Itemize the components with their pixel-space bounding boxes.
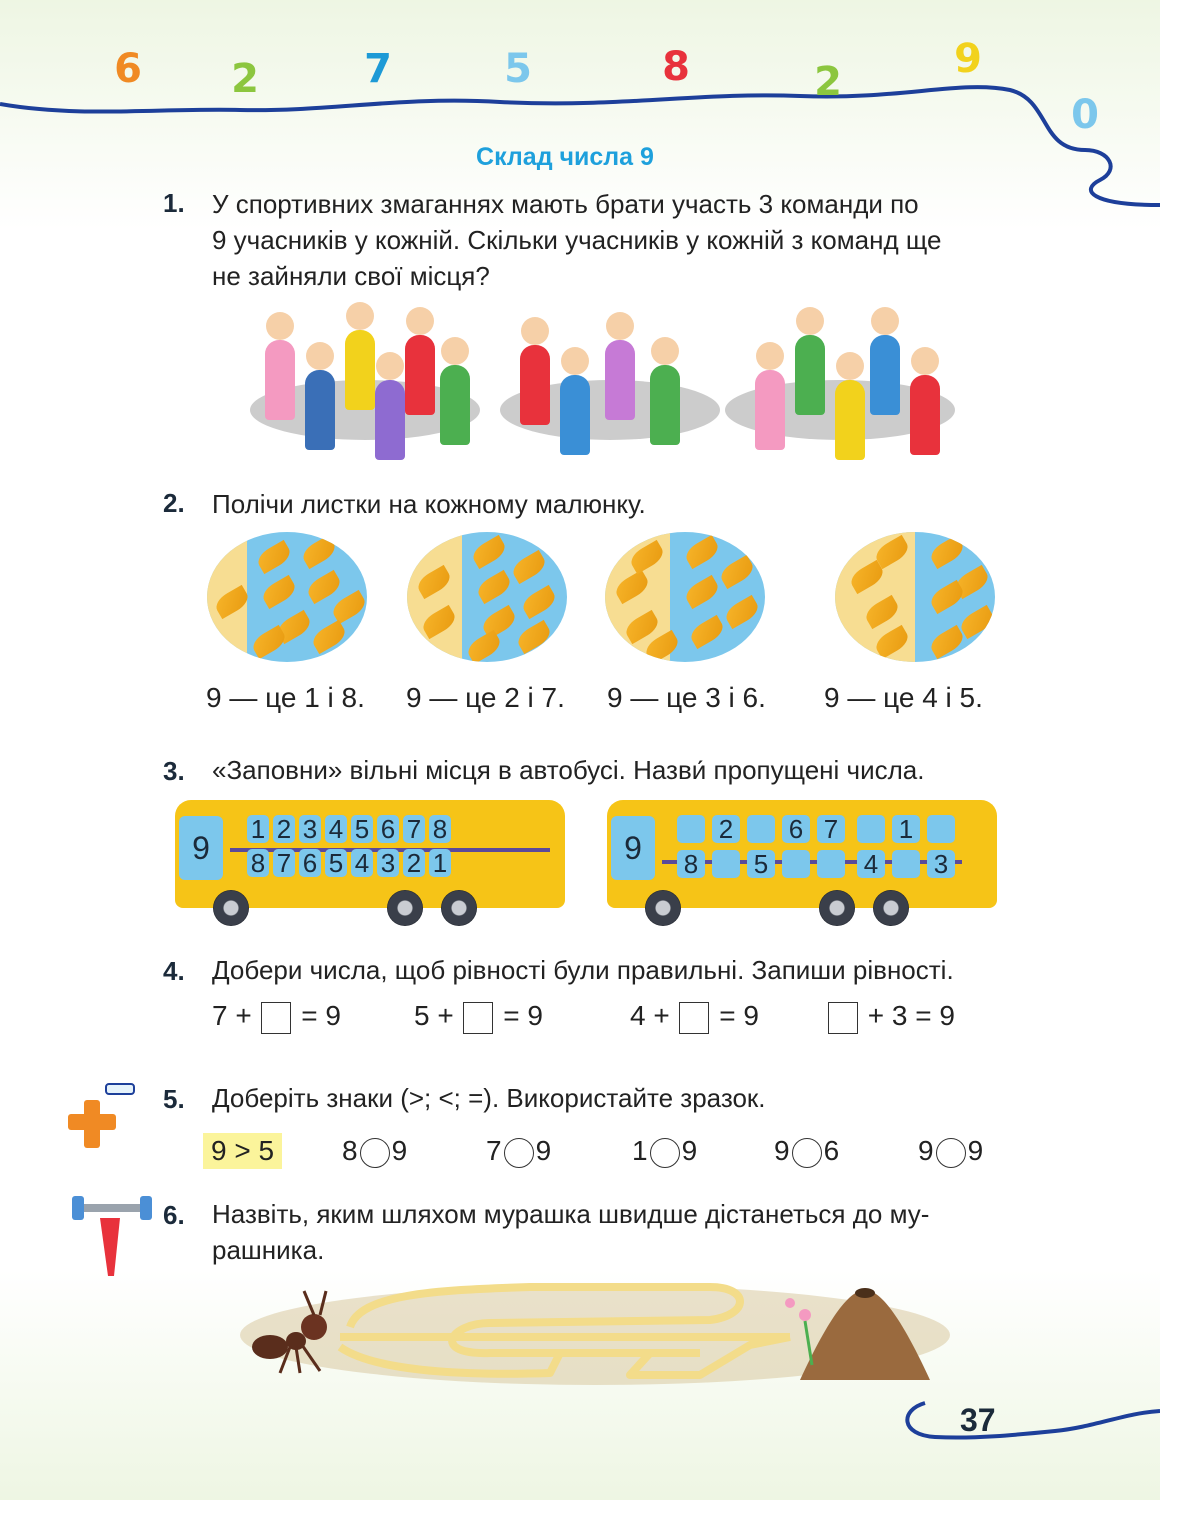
compare-right: 9 xyxy=(535,1135,552,1166)
leaf-icon xyxy=(519,585,558,619)
leaf-icon xyxy=(722,595,761,629)
bus-seat-top xyxy=(927,815,955,843)
bus-seat-bottom: 7 xyxy=(273,849,295,877)
bus-seat-top: 1 xyxy=(892,815,920,843)
sign-circle[interactable] xyxy=(504,1138,534,1168)
bus-seat-top: 1 xyxy=(247,815,269,843)
leaf-caption-3: 9 — це 3 і 6. xyxy=(607,682,766,713)
comparison-1 xyxy=(342,1135,407,1168)
compare-left: 9 xyxy=(918,1135,934,1166)
digit-character-0: 0 xyxy=(1071,92,1099,138)
plus-character-icon xyxy=(62,1078,142,1158)
digit-character-5: 5 xyxy=(504,46,532,92)
child xyxy=(605,340,635,420)
bus-seat-bottom: 2 xyxy=(403,849,425,877)
leaf-icon xyxy=(682,535,721,569)
task-4-number: 4. xyxy=(163,956,185,986)
digit-character-2b: 2 xyxy=(814,59,842,105)
equation-right: = 9 xyxy=(301,1000,341,1031)
bus-seat-top: 4 xyxy=(325,815,347,843)
task-6-line: Назвіть, яким шляхом мурашка швидше дістанеться до му- xyxy=(212,1199,930,1229)
leaf-icon xyxy=(464,630,503,662)
bus-seat-top xyxy=(857,815,885,843)
child xyxy=(650,365,680,445)
leaf-caption-2: 9 — це 2 і 7. xyxy=(406,682,565,713)
task-1-line: 9 учасників у кожній. Скільки учасників у кожній з команд ще xyxy=(212,225,942,255)
page-number: 37 xyxy=(960,1402,996,1438)
compare-right: 9 xyxy=(391,1135,408,1166)
child xyxy=(870,335,900,415)
child xyxy=(375,380,405,460)
equation-left: 5 + xyxy=(414,1000,454,1031)
bus-seat-bottom: 1 xyxy=(429,849,451,877)
task-3-number: 3. xyxy=(163,756,185,786)
equation-right: = 9 xyxy=(503,1000,543,1031)
task-1-text xyxy=(212,186,1032,294)
child xyxy=(520,345,550,425)
digit-character-9: 9 xyxy=(954,36,982,82)
answer-box[interactable] xyxy=(828,1002,858,1034)
task-6-text xyxy=(212,1196,1032,1268)
bus-seat-top xyxy=(747,815,775,843)
bus-seat-bottom xyxy=(712,850,740,878)
dumbbell-character-icon xyxy=(70,1190,155,1280)
leaf-caption-1: 9 — це 1 і 8. xyxy=(206,682,365,713)
page-number-decoration xyxy=(895,1395,1160,1465)
child xyxy=(910,375,940,455)
task-1-line: У спортивних змаганнях мають брати участь 3 команди по xyxy=(212,189,919,219)
bus-seat-bottom: 3 xyxy=(377,849,399,877)
child xyxy=(405,335,435,415)
bus-seat-top: 7 xyxy=(817,815,845,843)
compare-right: 9 xyxy=(967,1135,984,1166)
compare-left: 1 xyxy=(632,1135,648,1166)
bus-seat-bottom: 4 xyxy=(351,849,373,877)
bus-seat-top: 2 xyxy=(273,815,295,843)
task-6-line: рашника. xyxy=(212,1235,325,1265)
sign-circle[interactable] xyxy=(936,1138,966,1168)
page-margin-bottom xyxy=(0,1500,1190,1530)
bus-wheel xyxy=(645,890,681,926)
compare-left: 8 xyxy=(342,1135,358,1166)
bus-seat-top: 5 xyxy=(351,815,373,843)
child xyxy=(835,380,865,460)
sample-comparison: 9 > 5 xyxy=(203,1133,282,1169)
equation-4 xyxy=(826,1000,955,1034)
answer-box[interactable] xyxy=(261,1002,291,1034)
bus-seat-top: 6 xyxy=(782,815,810,843)
child xyxy=(265,340,295,420)
task-5-text: Доберіть знаки (>; <; =). Використайте зразок. xyxy=(212,1083,766,1113)
leaf-icon xyxy=(687,615,726,649)
child xyxy=(755,370,785,450)
bus-seat-bottom: 3 xyxy=(927,850,955,878)
task-1-number: 1. xyxy=(163,188,185,218)
equation-right: = 9 xyxy=(719,1000,759,1031)
bus-seat-bottom: 5 xyxy=(747,850,775,878)
comparison-4 xyxy=(774,1135,839,1168)
equation-left: 4 + xyxy=(630,1000,670,1031)
child xyxy=(440,365,470,445)
compare-right: 6 xyxy=(823,1135,840,1166)
task-5-number: 5. xyxy=(163,1084,185,1114)
task-2-number: 2. xyxy=(163,488,185,518)
child xyxy=(795,335,825,415)
bus-seat-bottom: 5 xyxy=(325,849,347,877)
leaf-icon xyxy=(509,550,548,584)
leaf-icon xyxy=(304,570,343,604)
leaf-picture-1 xyxy=(207,532,367,662)
equation-left: 7 + xyxy=(212,1000,252,1031)
bus-number-window: 9 xyxy=(611,816,655,880)
leaf-picture-2 xyxy=(407,532,567,662)
bus-seat-bottom: 6 xyxy=(299,849,321,877)
bus-seat-top: 8 xyxy=(429,815,451,843)
answer-box[interactable] xyxy=(463,1002,493,1034)
comparison-3 xyxy=(632,1135,697,1168)
leaf-icon xyxy=(717,555,756,589)
equation-1 xyxy=(212,1000,341,1034)
task-6-number: 6. xyxy=(163,1200,185,1230)
compare-left: 7 xyxy=(486,1135,502,1166)
bus-wheel xyxy=(213,890,249,926)
leaf-section-small xyxy=(407,532,462,662)
bus-wheel xyxy=(873,890,909,926)
leaf-caption-4: 9 — це 4 і 5. xyxy=(824,682,983,713)
leaf-icon xyxy=(682,575,721,609)
child xyxy=(560,375,590,455)
sign-circle[interactable] xyxy=(650,1138,680,1168)
bus-seat-top: 7 xyxy=(403,815,425,843)
bus-wheel xyxy=(441,890,477,926)
compare-left: 9 xyxy=(774,1135,790,1166)
bus-number-window: 9 xyxy=(179,816,223,880)
task-4-text: Добери числа, щоб рівності були правильні. Запиши рівності. xyxy=(212,955,954,985)
sign-circle[interactable] xyxy=(360,1138,390,1168)
task-3-text: «Заповни» вільні місця в автобусі. Назви́ пропущені числа. xyxy=(212,755,925,785)
child xyxy=(345,330,375,410)
equation-right: + 3 = 9 xyxy=(867,1000,955,1031)
digit-character-7: 7 xyxy=(364,46,392,92)
bus-wheel xyxy=(387,890,423,926)
bus-seat-bottom: 8 xyxy=(247,849,269,877)
equation-2 xyxy=(414,1000,543,1034)
bus-seat-bottom: 8 xyxy=(677,850,705,878)
bus-2 xyxy=(607,800,997,930)
sign-circle[interactable] xyxy=(792,1138,822,1168)
bus-seat-bottom xyxy=(892,850,920,878)
leaf-icon xyxy=(474,570,513,604)
page-margin-right xyxy=(1160,0,1190,1530)
answer-box[interactable] xyxy=(679,1002,709,1034)
bus-wheel xyxy=(819,890,855,926)
digit-character-8: 8 xyxy=(662,44,690,90)
child xyxy=(305,370,335,450)
bus-seat-bottom xyxy=(817,850,845,878)
leaf-icon xyxy=(329,590,367,624)
kids-illustration xyxy=(250,300,960,450)
leaf-picture-4 xyxy=(835,532,995,662)
compare-right: 9 xyxy=(681,1135,698,1166)
bus-seat-bottom: 4 xyxy=(857,850,885,878)
task-2-text: Полічи листки на кожному малюнку. xyxy=(212,489,646,519)
leaf-icon xyxy=(259,575,298,609)
bus-seat-top: 6 xyxy=(377,815,399,843)
leaf-picture-3 xyxy=(605,532,765,662)
page-title: Склад числа 9 xyxy=(476,143,654,171)
bus-seat-top xyxy=(677,815,705,843)
comparison-5 xyxy=(918,1135,983,1168)
ant-path-illustration xyxy=(230,1275,960,1390)
bus-seat-bottom xyxy=(782,850,810,878)
digit-character-2a: 2 xyxy=(231,56,259,102)
equation-3 xyxy=(630,1000,759,1034)
bus-1 xyxy=(175,800,565,930)
digit-character-6: 6 xyxy=(114,46,142,92)
leaf-icon xyxy=(254,540,293,574)
bus-seat-top: 3 xyxy=(299,815,321,843)
leaf-icon xyxy=(469,535,508,569)
bus-seat-top: 2 xyxy=(712,815,740,843)
comparison-2 xyxy=(486,1135,551,1168)
task-1-line: не зайняли свої місця? xyxy=(212,261,490,291)
